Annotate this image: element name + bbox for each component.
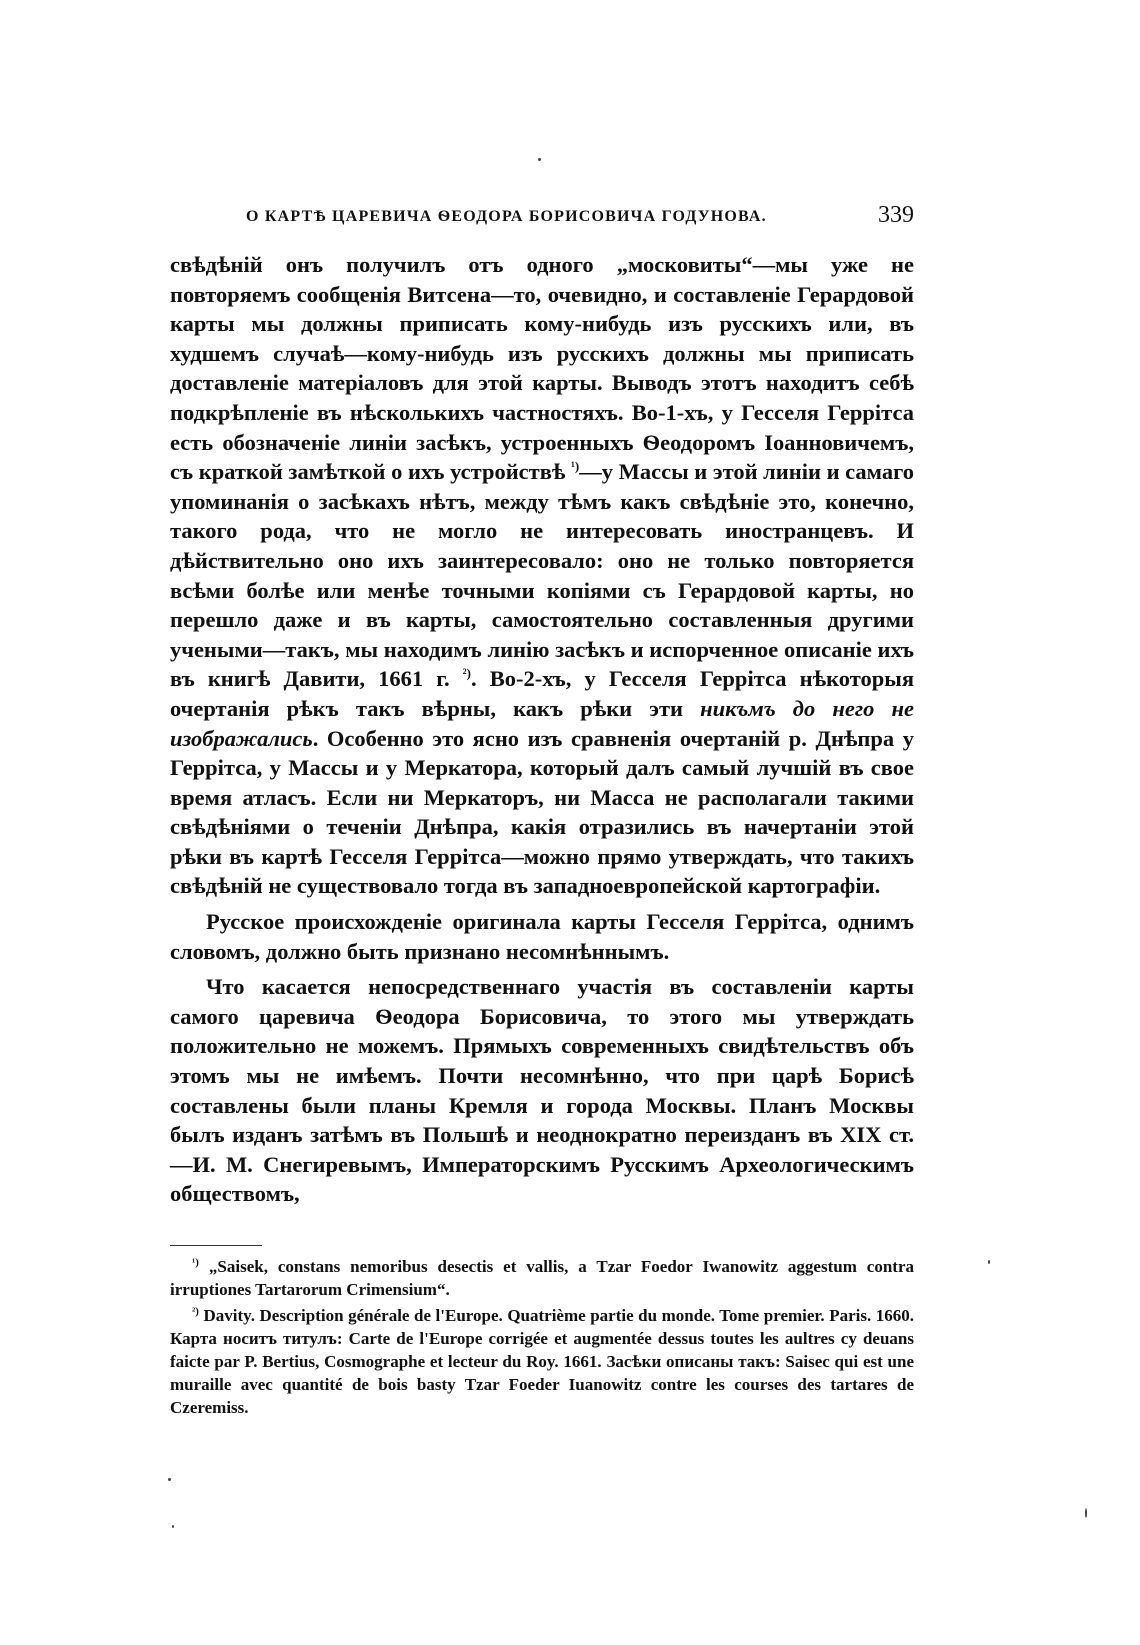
scan-speck: [538, 158, 541, 161]
paragraph-1-part-3: . Во-2-хъ, у Гесселя Геррітса нѣкоторыя очертанія рѣкъ такъ вѣрны, какъ рѣки эти: [170, 666, 915, 721]
body-text: [170, 250, 914, 1215]
paragraph-1-part-2: —у Массы и этой линіи и самаго упоминанія о засѣкахъ нѣтъ, между тѣмъ какъ свѣдѣніе это, конечно, такого рода, что не могло не интересовать иностранцевъ. И дѣйствительно оно ихъ заинтересовало: оно не только повторяется всѣми болѣе или менѣе точными копіями съ Герардовой карты, но перешло даже и въ карты, самостоятельно составленныя другими учеными—такъ, мы находимъ линію засѣкъ и испорченное описаніе ихъ въ книгѣ Давити, 1661 г.: [170, 459, 915, 692]
running-title: О КАРТѢ ЦАРЕВИЧА ѲЕОДОРА БОРИСОВИЧА ГОДУНОВА.: [246, 208, 767, 225]
scan-speck: [1085, 1508, 1087, 1518]
footnote-1-text: „Saisek, constans nemoribus desectis et vallis, a Tzar Foedor Iwanowitz aggestum contra irruptiones Tartarorum Crimensium“.: [170, 1257, 915, 1299]
footnote-2-text: Davity. Description générale de l'Europe. Quatrième partie du monde. Tome premier. Paris. 1660. Карта носитъ титулъ: Carte de l'Europe corrigée et augmentée dessus toutes les aultres cy deuans faicte par P. Bertius, Cosmographe et lecteur du Roy. 1661. Засѣки описаны такъ: Saisec qui est une muraille avec quantité de bois basty Tzar Foeder Iuanowitz contre les courses des tartares de Czeremiss.: [170, 1306, 914, 1417]
paragraph-1-italic-phrase: никъмъ до него не изображались: [170, 695, 914, 751]
scan-speck: [172, 1525, 174, 1528]
paragraph-2: Русское происхожденіе оригинала карты Гесселя Геррітса, однимъ словомъ, должно быть признано несомнѣннымъ.: [170, 909, 914, 964]
page-number: 339: [878, 202, 914, 228]
footnotes: [170, 1255, 914, 1422]
footnote-rule: [170, 1245, 262, 1246]
running-head: [170, 202, 920, 236]
footnote-1: [170, 1255, 914, 1301]
footnote-ref-1: ¹): [571, 458, 580, 474]
scan-speck: [168, 1478, 171, 1481]
paragraph-1: [170, 250, 914, 901]
paragraph-1-part-4: . Особенно это ясно изъ сравненія очертаній р. Днѣпра у Геррітса, у Массы и у Меркатора, который далъ самый лучшій въ свое время атласъ. Если ни Меркаторъ, ни Масса не располагали такими свѣдѣніями о теченіи Днѣпра, какія отразились въ начертаніи этой рѣки въ картѣ Гесселя Геррітса—можно прямо утверждать, что такихъ свѣдѣній не существовало тогда въ западноевропейской картографіи.: [170, 725, 914, 899]
scan-speck: [988, 1260, 990, 1264]
paragraph-1-part-1: свѣдѣній онъ получилъ отъ одного „московиты“—мы уже не повторяемъ сообщенія Витсена—то, очевидно, и составленіе Герардовой карты мы должны приписать кому-нибудь изъ русскихъ или, въ худшемъ случаѣ—кому-нибудь изъ русскихъ должны мы приписать доставленіе матеріаловъ для этой карты. Выводъ этотъ находитъ себѣ подкрѣпленіе въ нѣсколькихъ частностяхъ. Во-1-хъ, у Гесселя Геррітса есть обозначеніе линіи засѣкъ, устроенныхъ Ѳеодоромъ Іоанновичемъ, съ краткой замѣткой о ихъ устройствѣ: [170, 252, 914, 485]
footnote-1-mark: ¹): [192, 1256, 199, 1269]
footnote-2-mark: ²): [192, 1305, 199, 1318]
footnote-2: [170, 1304, 914, 1419]
paragraph-3: Что касается непосредственнаго участія въ составленіи карты самого царевича Ѳеодора Борисовича, то этого мы утверждать положительно не можемъ. Прямыхъ современныхъ свидѣтельствъ объ этомъ мы не имѣемъ. Почти несомнѣнно, что при царѣ Борисѣ составлены были планы Кремля и города Москвы. Планъ Москвы былъ изданъ затѣмъ въ Польшѣ и неоднократно переизданъ въ XIX ст.—И. М. Снегиревымъ, Императорскимъ Русскимъ Археологическимъ обществомъ,: [170, 974, 914, 1207]
footnote-ref-2: ²): [462, 665, 471, 681]
